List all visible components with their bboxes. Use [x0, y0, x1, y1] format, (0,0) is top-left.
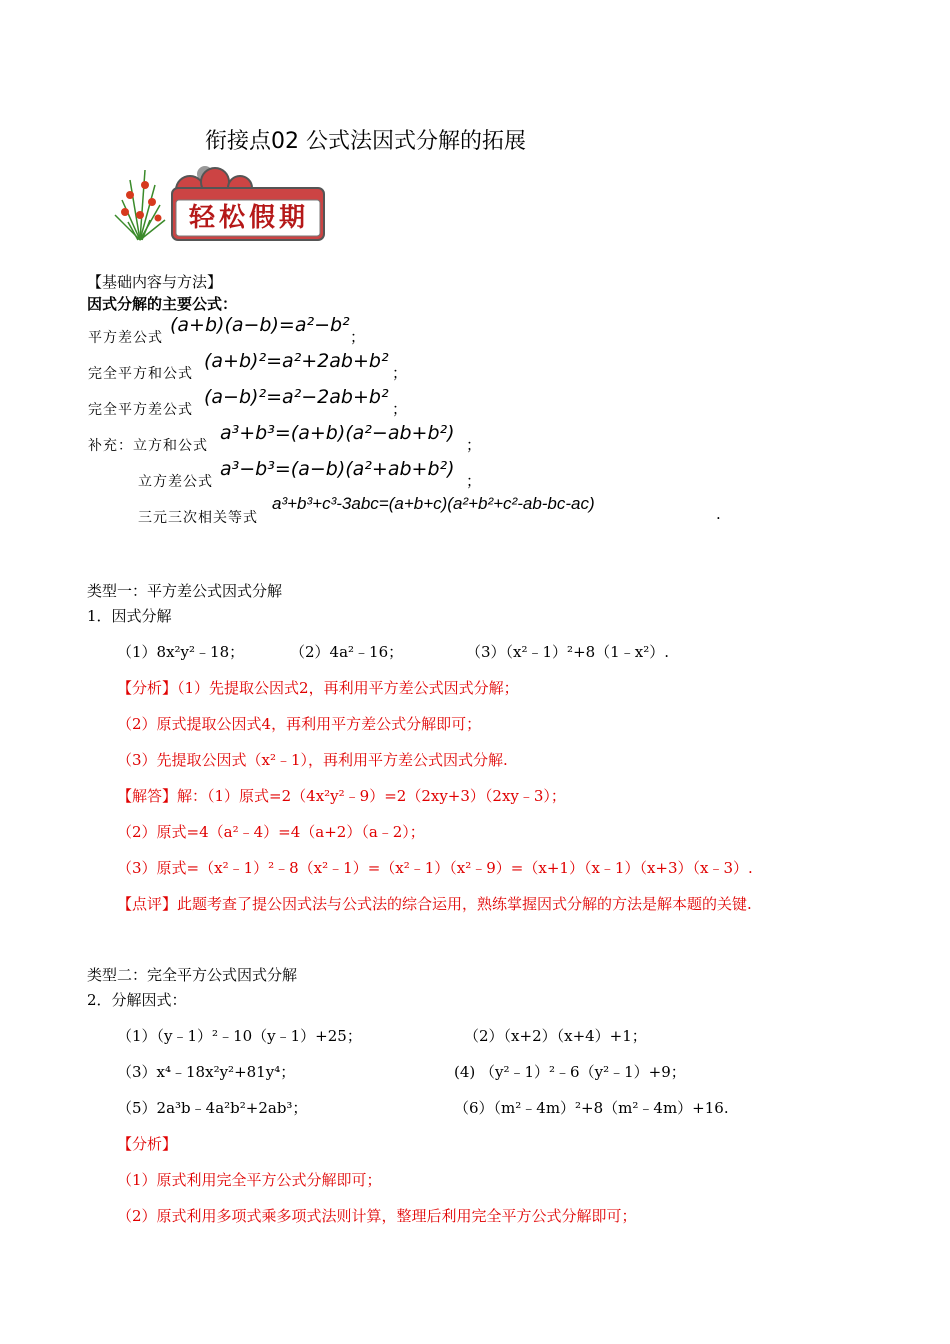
- formula-diff-squares: (a+b)(a−b)=a²−b²: [170, 314, 350, 336]
- type1-q1: （1）8x²y²﹣18；: [117, 643, 245, 661]
- type2-question-label: 2．分解因式：: [87, 991, 187, 1009]
- formula-end: ；: [466, 472, 482, 490]
- formula-square-sum: (a+b)²=a²+2ab+b²: [204, 350, 389, 372]
- formula-cube-sum: a³+b³=(a+b)(a²−ab+b²): [220, 422, 455, 444]
- type2-q6: （6）（m²﹣4m）²+8（m²﹣4m）+16.: [454, 1099, 729, 1117]
- holiday-banner: [100, 160, 330, 245]
- type2-heading: 类型二：完全平方公式因式分解: [87, 966, 298, 984]
- type2-q5: （5）2a³b﹣4a²b²+2ab³；: [117, 1099, 308, 1117]
- type1-q2: （2）4a²﹣16；: [290, 643, 404, 661]
- type1-solution-3: （3）原式=（x²﹣1）²﹣8（x²﹣1）=（x²﹣1）（x²﹣9）=（x+1）（x﹣1）（x+3）（x﹣3）.: [117, 859, 753, 877]
- type1-comment: 【点评】此题考查了提公因式法与公式法的综合运用，熟练掌握因式分解的方法是解本题的关键.: [117, 895, 752, 913]
- type1-analysis-3: （3）先提取公因式（x²﹣1），再利用平方差公式因式分解.: [117, 751, 508, 769]
- type2-analysis-2: （2）原式利用多项式乘多项式法则计算，整理后利用完全平方公式分解即可；: [117, 1207, 637, 1225]
- type2-analysis-1: （1）原式利用完全平方公式分解即可；: [117, 1171, 382, 1189]
- type2-q4: (4) （y²﹣1）²﹣6（y²﹣1）+9；: [454, 1063, 686, 1081]
- formula-end: .: [716, 505, 721, 523]
- formula-end: ；: [392, 364, 408, 382]
- type1-analysis-2: （2）原式提取公因式4，再利用平方差公式分解即可；: [117, 715, 482, 733]
- type2-q1: （1）（y﹣1）²﹣10（y﹣1）+25；: [117, 1027, 362, 1045]
- formula-end: ；: [392, 400, 408, 418]
- type1-heading: 类型一：平方差公式因式分解: [87, 582, 283, 600]
- type2-q2: （2）（x+2）（x+4）+1；: [464, 1027, 647, 1045]
- formula-label-cube-sum: 补充：立方和公式: [88, 438, 208, 454]
- formula-three-var: a³+b³+c³-3abc=(a+b+c)(a²+b²+c²-ab-bc-ac): [272, 494, 595, 513]
- type2-q3: （3）x⁴﹣18x²y²+81y⁴；: [117, 1063, 296, 1081]
- basics-heading: 【基础内容与方法】: [87, 273, 223, 291]
- type1-q3: （3）（x²﹣1）²+8（1﹣x²）.: [466, 643, 669, 661]
- formula-cube-diff: a³−b³=(a−b)(a²+ab+b²): [220, 458, 455, 480]
- formula-square-diff: (a−b)²=a²−2ab+b²: [204, 386, 389, 408]
- type1-solution-1: 【解答】解：（1）原式=2（4x²y²﹣9）=2（2xy+3）（2xy﹣3）；: [117, 787, 566, 805]
- type1-analysis-1: 【分析】（1）先提取公因式2，再利用平方差公式因式分解；: [117, 679, 519, 697]
- formula-end: ；: [466, 436, 482, 454]
- formula-end: ；: [350, 328, 366, 346]
- type2-analysis-heading: 【分析】: [117, 1135, 178, 1153]
- type1-solution-2: （2）原式=4（a²﹣4）=4（a+2）（a﹣2）；: [117, 823, 425, 841]
- formula-label-cube-diff: 立方差公式: [138, 474, 213, 490]
- type1-question-label: 1．因式分解: [87, 607, 172, 625]
- formula-label-square-sum: 完全平方和公式: [88, 366, 193, 382]
- banner-text: 轻松假期: [188, 203, 309, 233]
- formula-label-three-var: 三元三次相关等式: [138, 510, 258, 526]
- page-title: 衔接点02 公式法因式分解的拓展: [205, 129, 526, 154]
- formula-label-diff-squares: 平方差公式: [88, 330, 163, 346]
- basics-subheading: 因式分解的主要公式：: [87, 295, 238, 313]
- formula-label-square-diff: 完全平方差公式: [88, 402, 193, 418]
